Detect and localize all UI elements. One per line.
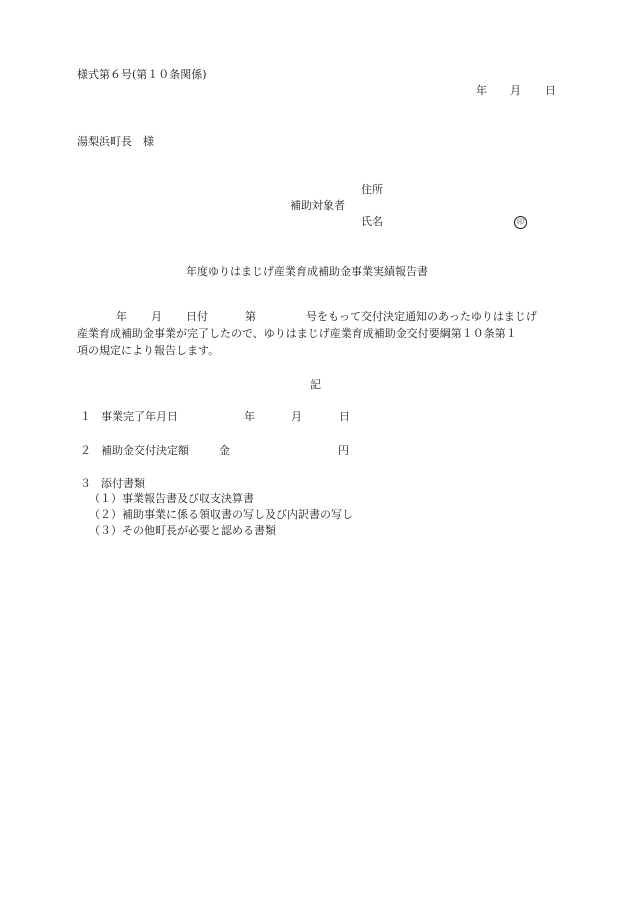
body-line-1-day: 日付 [186, 310, 208, 323]
date-year: 年 [476, 84, 487, 97]
body-line-1-month: 月 [151, 310, 162, 323]
item-1-year: 年 [244, 410, 255, 423]
body-line-3: 項の規定により報告します。 [77, 344, 220, 357]
item-2-number: ２ [80, 444, 91, 457]
seal-mark: 印 [514, 216, 527, 229]
attachment-item: （１）事業報告書及び収支決算書 [89, 492, 254, 505]
item-2-label: 補助金交付決定額 [101, 444, 189, 457]
body-line-1-dai: 第 [245, 310, 256, 323]
item-1-day: 日 [339, 410, 350, 423]
addressee: 湯梨浜町長 様 [77, 135, 154, 148]
item-1-label: 事業完了年月日 [101, 410, 178, 423]
body-line-1-year: 年 [116, 310, 127, 323]
applicant-role-label: 補助対象者 [290, 199, 345, 212]
form-number: 様式第６号(第１０条関係) [77, 68, 207, 81]
document-title: 年度ゆりはまじげ産業育成補助金事業実績報告書 [186, 265, 428, 278]
item-3-number: ３ [80, 477, 91, 490]
name-label: 氏名 [361, 215, 383, 228]
body-line-2: 産業育成補助金事業が完了したので、ゆりはまじげ産業育成補助金交付要綱第１０条第１ [77, 327, 517, 340]
item-1-month: 月 [291, 410, 302, 423]
item-2-kin: 金 [219, 444, 230, 457]
attachment-item: （３）その他町長が必要と認める書類 [89, 524, 276, 537]
attachment-item: （２）補助事業に係る領収書の写し及び内訳書の写し [89, 508, 353, 521]
item-1-number: １ [80, 410, 91, 423]
address-label: 住所 [361, 183, 383, 196]
body-line-1-rest: 号をもって交付決定通知のあったゆりはまじげ [306, 310, 537, 323]
item-3-label: 添付書類 [101, 477, 145, 490]
item-2-yen: 円 [338, 444, 349, 457]
date-month: 月 [510, 84, 521, 97]
date-day: 日 [545, 84, 556, 97]
ki-heading: 記 [310, 378, 321, 391]
